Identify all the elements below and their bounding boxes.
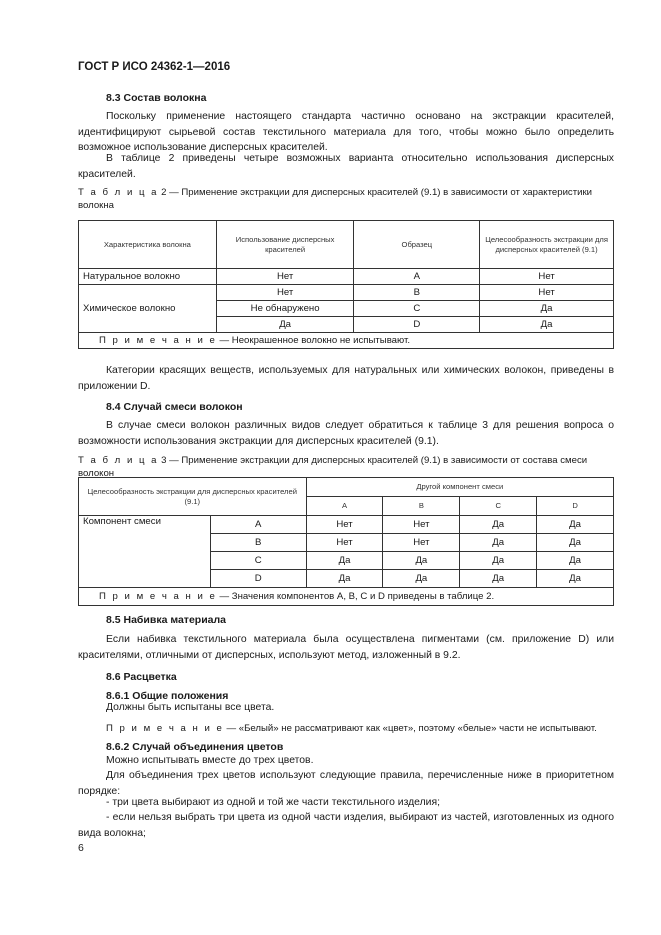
table-3-note: П р и м е ч а н и е — Значения компонентов А, В, С и D приведены в таблице 2. [79, 588, 614, 606]
table-cell: Да [460, 552, 537, 570]
table-2-header-cell: Образец [354, 221, 480, 269]
table-cell: Нет [480, 285, 614, 301]
table-cell: Нет [306, 516, 383, 534]
table-3 [78, 477, 614, 606]
table-2-header-cell: Характеристика волокна [79, 221, 217, 269]
table-cell: Да [383, 570, 460, 588]
table-cell: Да [216, 317, 354, 333]
table-3-column-header: A [306, 497, 383, 516]
table-3-header-row [79, 478, 614, 497]
table-cell: C [354, 301, 480, 317]
table-3-column-header: C [460, 497, 537, 516]
table-cell: A [354, 269, 480, 285]
table-2-header-cell: Использование дисперсных красителей [216, 221, 354, 269]
table-cell: Да [537, 534, 614, 552]
table-3-header-cell: Другой компонент смеси [306, 478, 613, 497]
section-8-5-paragraph: Если набивка текстильного материала была осуществлена пигментами (см. приложение D) или красителями, отличными от дисперсных, используют метод, изложенный в 9.2. [78, 634, 614, 661]
table-cell: Компонент смеси [79, 516, 211, 588]
section-8-6-1-note: П р и м е ч а н и е — «Белый» не рассматривают как «цвет», поэтому «белые» части не испытывают. [106, 723, 597, 734]
table-2-header-cell: Целесообразность экстракции для дисперсных красителей (9.1) [480, 221, 614, 269]
section-8-6-2-title: 8.6.2 Случай объединения цветов [106, 741, 284, 753]
document-header: ГОСТ Р ИСО 24362-1—2016 [78, 61, 231, 73]
table-cell: Да [480, 301, 614, 317]
table-cell: Нет [383, 516, 460, 534]
section-8-6-2-paragraph-1: Можно испытывать вместе до трех цветов. [106, 755, 314, 766]
table-3-note-row [79, 588, 614, 606]
table-2-caption: Т а б л и ц а 2 — Применение экстракции для дисперсных красителей (9.1) в зависимости от характеристики волокна [78, 187, 593, 211]
section-8-6-2-paragraph-2: Для объединения трех цветов используют следующие правила, перечисленные ниже в приоритетном порядке: [78, 770, 614, 797]
section-8-3-paragraph-2: В таблице 2 приведены четыре возможных варианта относительно использования дисперсных красителей. [78, 153, 614, 180]
table-2-header-row [79, 221, 614, 269]
table-cell: Не обнаружено [216, 301, 354, 317]
table-cell: Химическое волокно [79, 285, 217, 333]
list-item: - три цвета выбирают из одной и той же части текстильного изделия; [106, 797, 440, 808]
table-row [79, 516, 614, 534]
table-cell: Да [460, 516, 537, 534]
table-3-column-header: B [383, 497, 460, 516]
section-8-4-paragraph: В случае смеси волокон различных видов следует обратиться к таблице 3 для решения вопроса о возможности использования экстракции для дисперсных красителей (9.1). [78, 420, 614, 447]
table-cell: Нет [306, 534, 383, 552]
table-cell: Натуральное волокно [79, 269, 217, 285]
section-8-4-title: 8.4 Случай смеси волокон [106, 401, 243, 413]
table-row [79, 269, 614, 285]
table-cell: B [210, 534, 306, 552]
section-8-6-1-paragraph: Должны быть испытаны все цвета. [106, 702, 275, 713]
section-8-5-title: 8.5 Набивка материала [106, 614, 227, 626]
table-cell: D [210, 570, 306, 588]
table-cell: Да [537, 570, 614, 588]
table-3-column-header: D [537, 497, 614, 516]
table-cell: Нет [216, 285, 354, 301]
table-cell: Да [537, 552, 614, 570]
table-cell: Да [460, 534, 537, 552]
table-cell: Да [537, 516, 614, 534]
table-cell: C [210, 552, 306, 570]
table-3-caption: Т а б л и ц а 3 — Применение экстракции для дисперсных красителей (9.1) в зависимости от состава смеси волокон [78, 455, 588, 479]
table-3-header-cell: Целесообразность экстракции для дисперсных красителей (9.1) [79, 478, 307, 516]
table-cell: A [210, 516, 306, 534]
page-number: 6 [78, 842, 84, 854]
table-cell: Да [306, 570, 383, 588]
table-cell: Да [306, 552, 383, 570]
table-cell: Да [383, 552, 460, 570]
section-8-3-title: 8.3 Состав волокна [106, 92, 207, 104]
table-2-note-row [79, 333, 614, 349]
table-cell: Да [480, 317, 614, 333]
table-cell: B [354, 285, 480, 301]
table-cell: Нет [216, 269, 354, 285]
table-cell: Да [460, 570, 537, 588]
table-2-note: П р и м е ч а н и е — Неокрашенное волокно не испытывают. [79, 333, 614, 349]
section-8-3-paragraph-1: Поскольку применение настоящего стандарта частично основано на экстракции красителей, идентифицируют сырьевой состав текстильного материала для того, чтобы можно было определить возможное использование дисперсных красителей. [78, 111, 614, 153]
table-cell: Нет [480, 269, 614, 285]
list-item: - если нельзя выбрать три цвета из одной части изделия, выбирают из частей, изготовленных из одного вида волокна; [78, 812, 614, 839]
section-8-6-title: 8.6 Расцветка [106, 671, 177, 683]
fiber-categories-paragraph: Категории красящих веществ, используемых для натуральных или химических волокон, приведены в приложении D. [78, 365, 614, 392]
table-row [79, 285, 614, 301]
table-2 [78, 220, 614, 349]
section-8-6-1-title: 8.6.1 Общие положения [106, 690, 229, 702]
table-cell: D [354, 317, 480, 333]
table-cell: Нет [383, 534, 460, 552]
